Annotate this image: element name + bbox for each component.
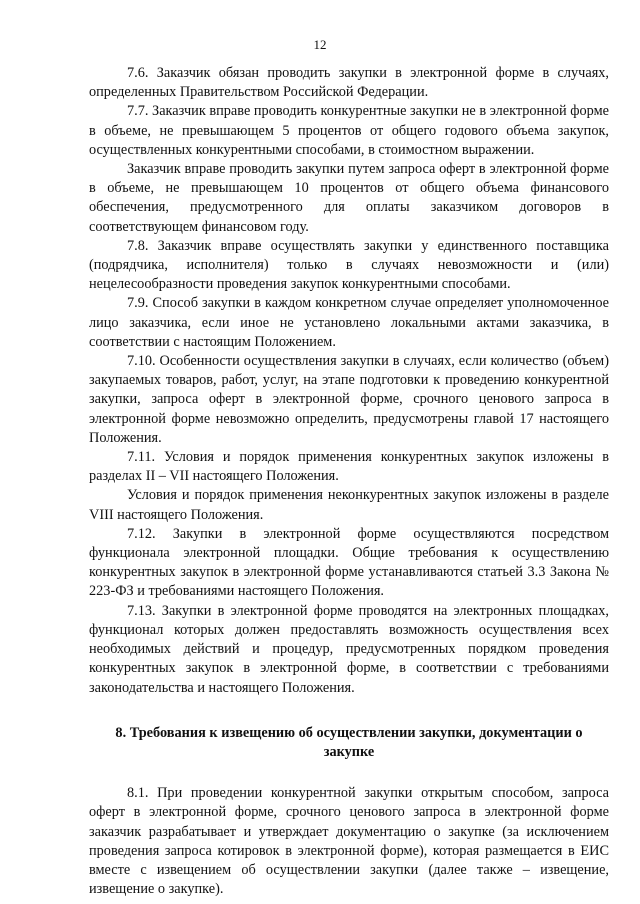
paragraph: 7.10. Особенности осуществления закупки в случаях, если количество (объем) закупаемых товаров, работ, услуг, на этапе подготовки к проведению конкурентной закупки, запроса оферт в электронной форме, срочного ценового запроса в электронной форме невозможно определить, предусмотрены главой 17 настоящего Положения. — [89, 353, 609, 446]
paragraph: Условия и порядок применения неконкурентных закупок изложены в разделе VIII настоящего Положения. — [89, 487, 609, 523]
paragraph: 7.8. Заказчик вправе осуществлять закупки у единственного поставщика (подрядчика, исполнителя) только в случаях невозможности и (или) нецелесообразности проведения закупок конкурентными способами. — [89, 237, 609, 293]
paragraph: 7.13. Закупки в электронной форме проводятся на электронных площадках, функционал которых должен предоставлять возможность осуществления всех необходимых действий и процедур, предусмотренных порядком проведения конкурентных закупок в электронной форме, в соответствии с требованиями законодательства и настоящего Положения. — [89, 602, 609, 696]
page-number: 12 — [313, 37, 327, 52]
paragraph: Заказчик вправе проводить закупки путем запроса оферт в электронной форме в объеме, не превышающем 10 процентов от общего объема финансового обеспечения, предусмотренного для оплаты заказчиком договоров в соответствующем финансовом году. — [89, 161, 609, 235]
paragraph: 8.1. При проведении конкурентной закупки открытым способом, запроса оферт в электронной форме, срочного ценового запроса в электронной форме заказчик разрабатывает и утверждает документацию о закупке (за исключением проведения запроса котировок в электронной форме), которая размещается в ЕИС вместе с извещением об осуществлении закупки (далее также – извещение, извещение о закупке). — [89, 785, 609, 898]
paragraph: 7.12. Закупки в электронной форме осуществляются посредством функционала электронной площадки. Общие требования к осуществлению конкурентных закупок в электронной форме устанавливаются статьей 3.3 Закона № 223-ФЗ и требованиями настоящего Положения. — [89, 525, 609, 600]
document-body — [89, 64, 609, 899]
paragraph: 7.11. Условия и порядок применения конкурентных закупок изложены в разделах II – VII настоящего Положения. — [89, 449, 609, 485]
paragraph: 7.6. Заказчик обязан проводить закупки в электронной форме в случаях, определенных Правительством Российской Федерации. — [89, 65, 609, 101]
section-heading: 8. Требования к извещению об осуществлении закупки, документации о закупке — [115, 724, 583, 760]
paragraph: 7.7. Заказчик вправе проводить конкурентные закупки не в электронной форме в объеме, не превышающем 5 процентов от общего годового объема закупок, осуществленных конкурентными способами, в стоимостном выражении. — [89, 103, 609, 158]
paragraph: 7.9. Способ закупки в каждом конкретном случае определяет уполномоченное лицо заказчика, если иное не установлено локальными актами заказчика, в соответствии с настоящим Положением. — [89, 295, 609, 350]
